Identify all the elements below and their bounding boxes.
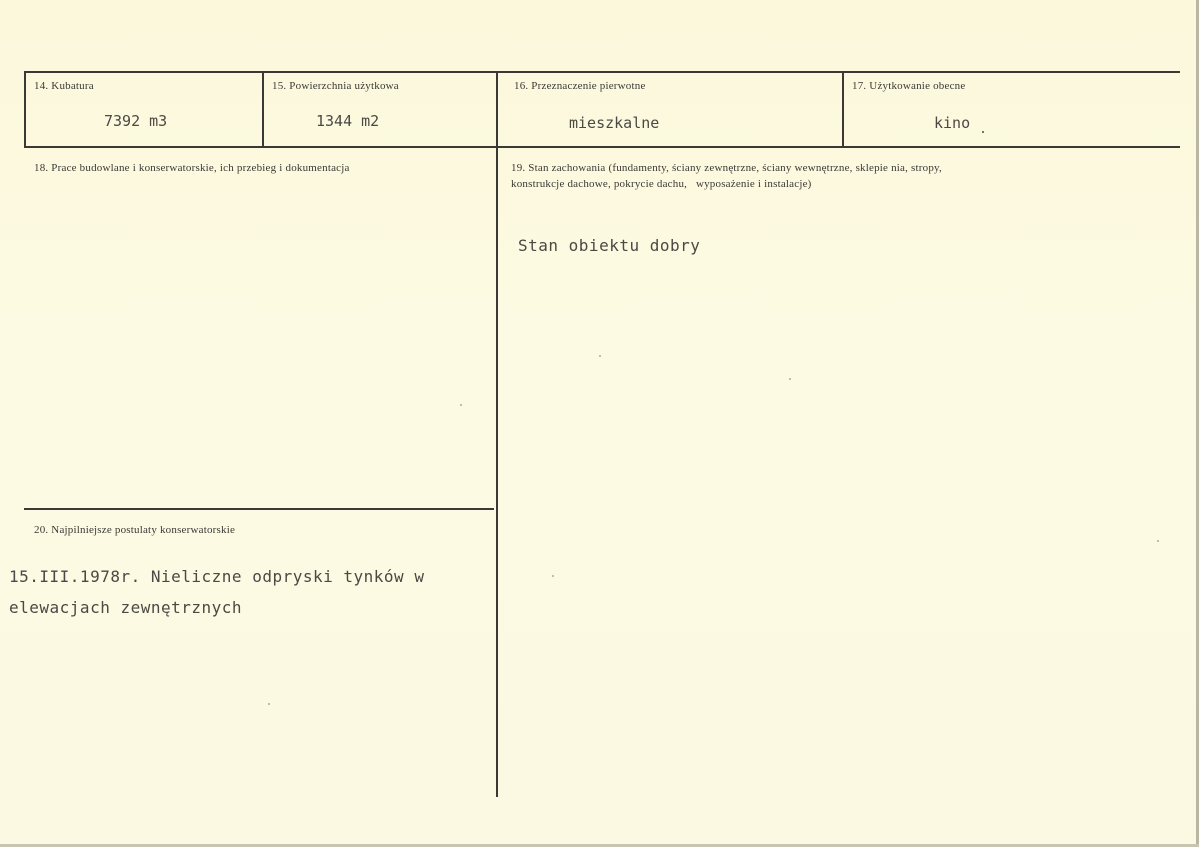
field-17-value: kino <box>934 114 971 132</box>
field-15-label: 15. Powierzchnia użytkowa <box>272 80 399 92</box>
field-19-label-line2: konstrukcje dachowe, pokrycie dachu, wyposażenie i instalacje) <box>511 178 812 190</box>
top-rule <box>24 71 1180 73</box>
field-20-value-line1: 15.III.1978r. Nieliczne odpryski tynków w <box>9 567 425 586</box>
paper-speck <box>599 355 601 357</box>
field-20-value-line2: elewacjach zewnętrznych <box>9 598 243 617</box>
paper-speck <box>268 703 270 705</box>
section-left-border <box>24 508 26 510</box>
column-divider-4 <box>842 71 844 148</box>
field-15-value: 1344 m2 <box>316 112 380 130</box>
column-divider-3 <box>496 71 498 797</box>
paper-speck <box>552 575 554 577</box>
field-16-label: 16. Przeznaczenie pierwotne <box>514 80 646 92</box>
field-20-label: 20. Najpilniejsze postulaty konserwatorskie <box>34 524 236 536</box>
field-14-label: 14. Kubatura <box>34 80 94 92</box>
field-19-label-line1: 19. Stan zachowania (fundamenty, ściany zewnętrzne, ściany wewnętrzne, sklepie nia, stropy, <box>511 162 942 174</box>
field-14-value: 7392 m3 <box>104 112 168 130</box>
field-18-label: 18. Prace budowlane i konserwatorskie, ich przebieg i dokumentacja <box>34 162 350 174</box>
field-19-value: Stan obiektu dobry <box>518 236 701 255</box>
column-divider-1 <box>24 71 26 148</box>
column-divider-2 <box>262 71 264 148</box>
field-17-label: 17. Użytkowanie obecne <box>852 80 966 92</box>
paper-speck <box>460 404 462 406</box>
ink-dot <box>982 131 984 133</box>
paper-speck <box>789 378 791 380</box>
row-divider <box>24 146 1180 148</box>
field-16-value: mieszkalne <box>569 114 660 132</box>
section-divider <box>24 508 494 510</box>
paper-speck <box>1157 540 1159 542</box>
